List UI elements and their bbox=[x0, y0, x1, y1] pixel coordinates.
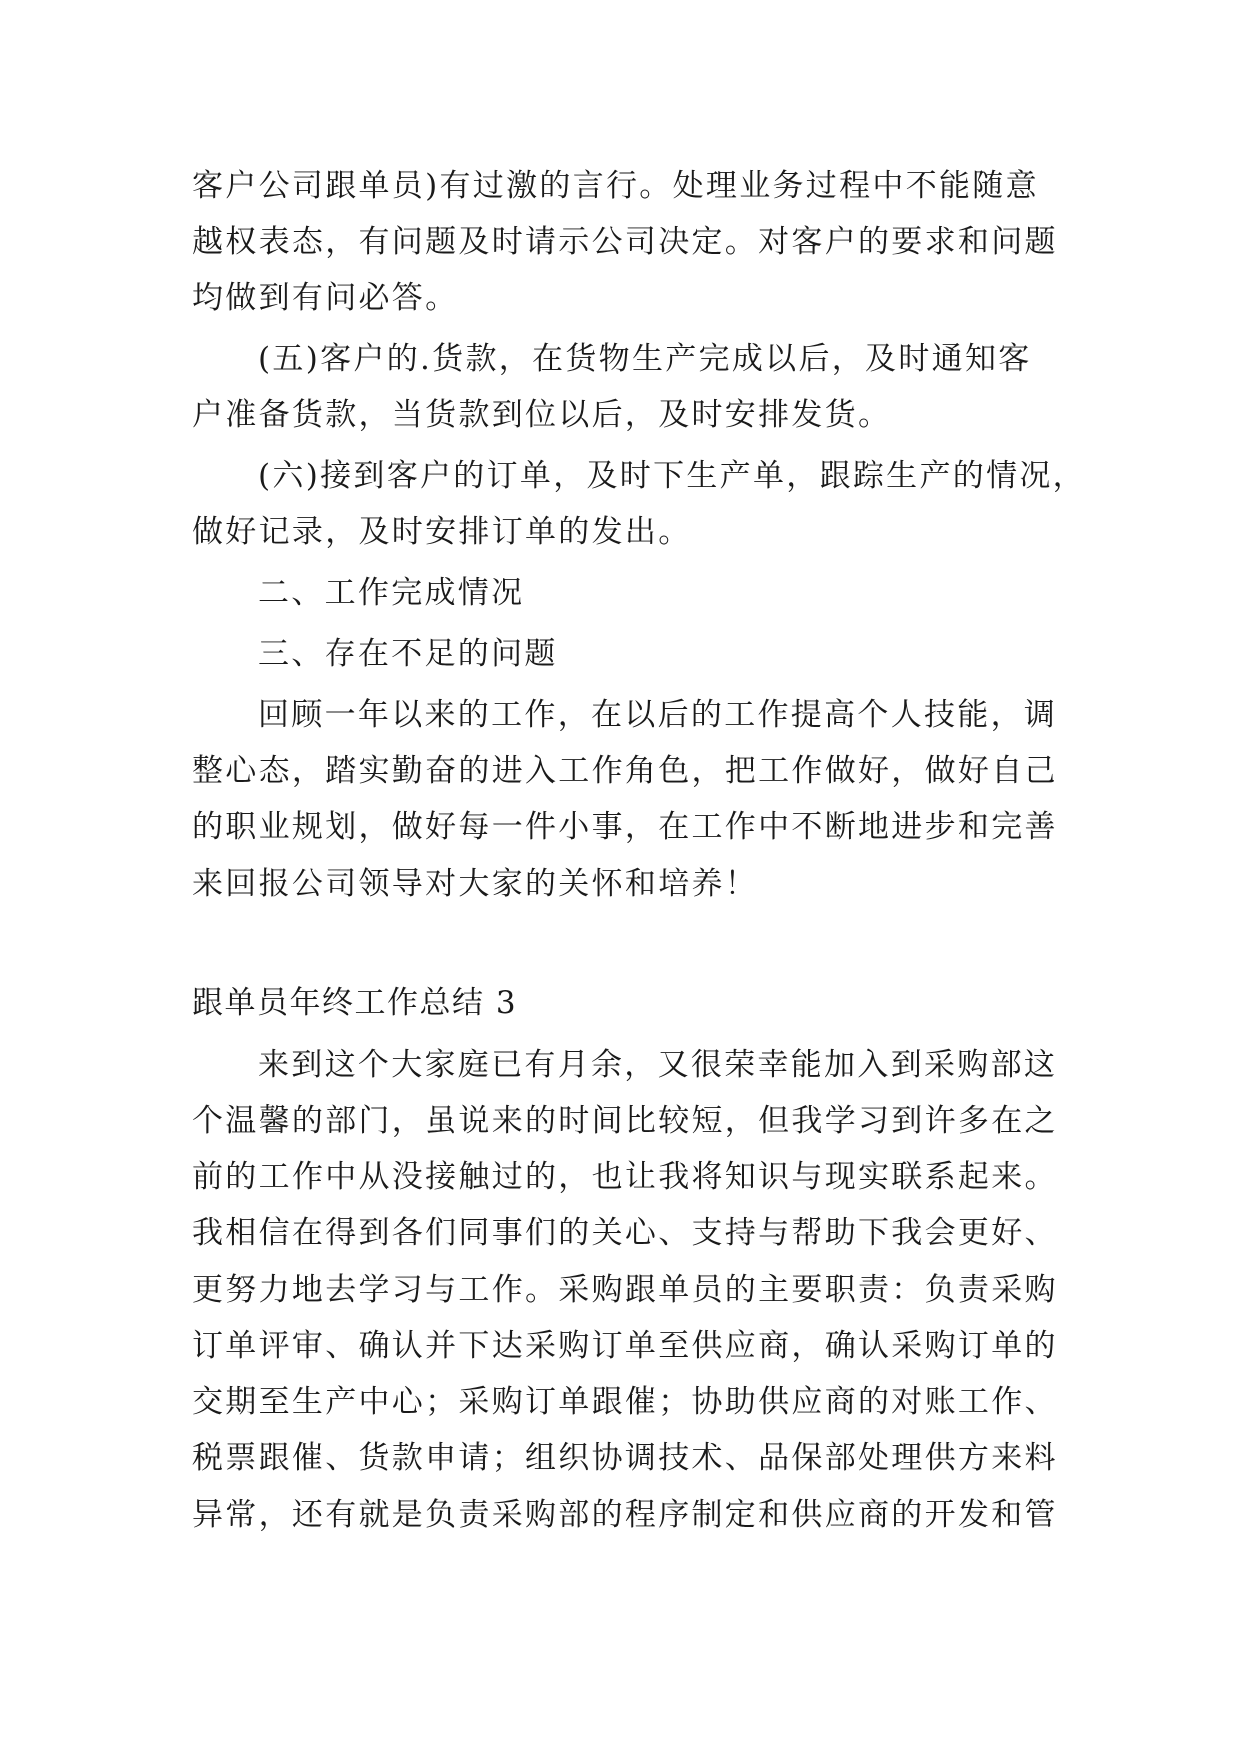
text-line: (五)客户的.货款，在货物生产完成以后，及时通知客 bbox=[258, 341, 1032, 377]
text-line: 来回报公司领导对大家的关怀和培养！ bbox=[192, 866, 759, 902]
text-line: 前的工作中从没接触过的，也让我将知识与现实联系起来。 bbox=[192, 1159, 1058, 1195]
section-heading: 跟单员年终工作总结 3 bbox=[192, 985, 518, 1021]
text-line: 户准备货款，当货款到位以后，及时安排发货。 bbox=[192, 397, 892, 433]
text-line: 个温馨的部门，虽说来的时间比较短，但我学习到许多在之 bbox=[192, 1103, 1058, 1139]
text-line: 我相信在得到各们同事们的关心、支持与帮助下我会更好、 bbox=[192, 1215, 1058, 1251]
text-line: 回顾一年以来的工作，在以后的工作提高个人技能，调 bbox=[258, 697, 1058, 733]
text-line: 交期至生产中心；采购订单跟催；协助供应商的对账工作、 bbox=[192, 1384, 1058, 1420]
text-line: 订单评审、确认并下达采购订单至供应商，确认采购订单的 bbox=[192, 1328, 1058, 1364]
text-line: 均做到有问必答。 bbox=[192, 280, 459, 316]
text-line: 三、存在不足的问题 bbox=[258, 636, 558, 672]
text-line: 越权表态，有问题及时请示公司决定。对客户的要求和问题 bbox=[192, 224, 1058, 260]
text-line: 整心态，踏实勤奋的进入工作角色，把工作做好，做好自己 bbox=[192, 753, 1058, 789]
text-line: 做好记录，及时安排订单的发出。 bbox=[192, 514, 692, 550]
text-line: (六)接到客户的订单，及时下生产单，跟踪生产的情况， bbox=[258, 458, 1086, 494]
text-line: 二、工作完成情况 bbox=[258, 575, 525, 611]
text-line: 税票跟催、货款申请；组织协调技术、品保部处理供方来料 bbox=[192, 1440, 1058, 1476]
text-line: 客户公司跟单员)有过激的言行。处理业务过程中不能随意 bbox=[192, 168, 1039, 204]
text-line: 更努力地去学习与工作。采购跟单员的主要职责：负责采购 bbox=[192, 1272, 1058, 1308]
text-line: 的职业规划，做好每一件小事，在工作中不断地进步和完善 bbox=[192, 809, 1058, 845]
text-line: 来到这个大家庭已有月余，又很荣幸能加入到采购部这 bbox=[258, 1047, 1058, 1083]
text-line: 异常，还有就是负责采购部的程序制定和供应商的开发和管 bbox=[192, 1497, 1058, 1533]
